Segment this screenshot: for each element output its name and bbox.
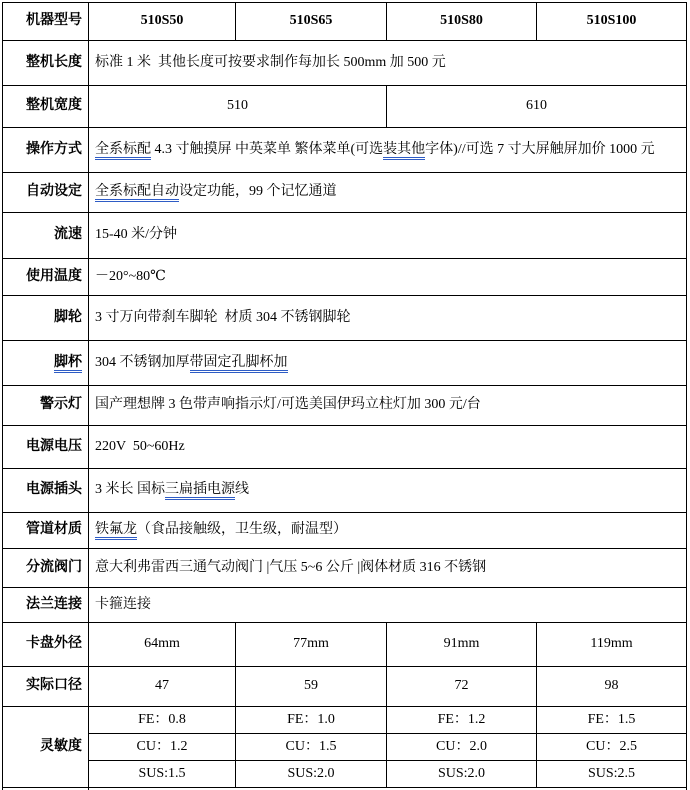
power-plug-text-2: 线 — [235, 482, 249, 498]
row-label-length: 整机长度 — [3, 41, 89, 86]
sensitivity-fe-2: FE：1.0 — [236, 707, 387, 734]
row-label-flange: 法兰连接 — [3, 588, 89, 623]
sensitivity-cu-1: CU：1.2 — [89, 734, 236, 761]
row-label-sensitivity: 灵敏度 — [3, 707, 89, 788]
pipe-material-value — [89, 513, 687, 549]
sensitivity-fe-4: FE：1.5 — [537, 707, 687, 734]
row-label-model: 机器型号 — [3, 3, 89, 41]
row-label-foot-cups — [3, 341, 89, 386]
power-plug-value — [89, 469, 687, 513]
row-operation — [3, 128, 687, 173]
row-label-width: 整机宽度 — [3, 86, 89, 128]
row-warning-light — [3, 386, 687, 426]
row-actual-bore — [3, 667, 687, 707]
actual-bore-value-1: 47 — [89, 667, 236, 707]
power-plug-underlined: 三扁插电源 — [165, 482, 235, 500]
row-label-casters: 脚轮 — [3, 296, 89, 341]
row-sensitivity-sus — [3, 761, 687, 788]
sensitivity-fe-1: FE：0.8 — [89, 707, 236, 734]
foot-cups-text: 304 不锈钢加厚 — [95, 354, 190, 370]
operation-underlined-2: 装其他 — [383, 142, 425, 160]
operation-text-2: 字体)//可选 7 寸大屏触屏加价 1000 元 — [425, 141, 655, 157]
width-value-right: 610 — [387, 86, 687, 128]
pipe-material-underlined: 铁氟龙 — [95, 522, 137, 540]
auto-set-value — [89, 173, 687, 213]
row-foot-cups — [3, 341, 687, 386]
operation-value — [89, 128, 687, 173]
flange-value: 卡箍连接 — [89, 588, 687, 623]
row-pipe-material — [3, 513, 687, 549]
row-label-actual-bore: 实际口径 — [3, 667, 89, 707]
model-value-3: 510S80 — [387, 3, 537, 41]
row-label-voltage: 电源电压 — [3, 426, 89, 469]
row-model — [3, 3, 687, 41]
row-label-pipe-material: 管道材质 — [3, 513, 89, 549]
row-label-diverter-valve: 分流阀门 — [3, 549, 89, 588]
row-label-operation: 操作方式 — [3, 128, 89, 173]
model-value-2: 510S65 — [236, 3, 387, 41]
power-plug-text-1: 3 米长 国标 — [95, 482, 165, 498]
pipe-material-text: （食品接触级，卫生级，耐温型） — [137, 522, 347, 538]
actual-bore-value-2: 59 — [236, 667, 387, 707]
row-flange — [3, 588, 687, 623]
operation-text-1: 4.3 寸触摸屏 中英菜单 繁体菜单(可选 — [151, 141, 384, 157]
model-value-1: 510S50 — [89, 3, 236, 41]
sensitivity-sus-2: SUS:2.0 — [236, 761, 387, 788]
warning-light-value: 国产理想牌 3 色带声响指示灯/可选美国伊玛立柱灯加 300 元/台 — [89, 386, 687, 426]
row-chuck-od — [3, 623, 687, 667]
row-power-plug — [3, 469, 687, 513]
chuck-od-value-4: 119mm — [537, 623, 687, 667]
row-casters — [3, 296, 687, 341]
actual-bore-value-4: 98 — [537, 667, 687, 707]
row-label-flow-speed: 流速 — [3, 213, 89, 259]
actual-bore-value-3: 72 — [387, 667, 537, 707]
row-sensitivity-fe — [3, 707, 687, 734]
sensitivity-fe-3: FE：1.2 — [387, 707, 537, 734]
sensitivity-sus-3: SUS:2.0 — [387, 761, 537, 788]
row-label-power-plug: 电源插头 — [3, 469, 89, 513]
row-flow-speed — [3, 213, 687, 259]
row-label-auto-set: 自动设定 — [3, 173, 89, 213]
casters-value: 3 寸万向带刹车脚轮 材质 304 不锈钢脚轮 — [89, 296, 687, 341]
sensitivity-cu-3: CU：2.0 — [387, 734, 537, 761]
sensitivity-sus-4: SUS:2.5 — [537, 761, 687, 788]
foot-cups-underlined: 带固定孔脚杯加 — [190, 355, 288, 373]
row-diverter-valve — [3, 549, 687, 588]
chuck-od-value-3: 91mm — [387, 623, 537, 667]
foot-cups-label-underlined: 脚杯 — [54, 355, 82, 373]
row-label-temperature: 使用温度 — [3, 259, 89, 296]
foot-cups-value — [89, 341, 687, 386]
row-width — [3, 86, 687, 128]
chuck-od-value-1: 64mm — [89, 623, 236, 667]
row-length — [3, 41, 687, 86]
row-sensitivity-cu — [3, 734, 687, 761]
spec-table — [2, 2, 687, 790]
row-label-warning-light: 警示灯 — [3, 386, 89, 426]
row-label-chuck-od: 卡盘外径 — [3, 623, 89, 667]
auto-set-underlined: 全系标配自动 — [95, 184, 179, 202]
row-voltage — [3, 426, 687, 469]
chuck-od-value-2: 77mm — [236, 623, 387, 667]
model-value-4: 510S100 — [537, 3, 687, 41]
sensitivity-sus-1: SUS:1.5 — [89, 761, 236, 788]
temperature-value: －20°~80℃ — [89, 259, 687, 296]
voltage-value: 220V 50~60Hz — [89, 426, 687, 469]
flow-speed-value: 15-40 米/分钟 — [89, 213, 687, 259]
row-temperature — [3, 259, 687, 296]
sensitivity-cu-2: CU：1.5 — [236, 734, 387, 761]
sensitivity-cu-4: CU：2.5 — [537, 734, 687, 761]
operation-underlined-1: 全系标配 — [95, 142, 151, 160]
width-value-left: 510 — [89, 86, 387, 128]
length-value: 标准 1 米 其他长度可按要求制作每加长 500mm 加 500 元 — [89, 41, 687, 86]
row-auto-set — [3, 173, 687, 213]
auto-set-text: 设定功能，99 个记忆通道 — [179, 184, 337, 200]
diverter-valve-value: 意大利弗雷西三通气动阀门 |气压 5~6 公斤 |阀体材质 316 不锈钢 — [89, 549, 687, 588]
